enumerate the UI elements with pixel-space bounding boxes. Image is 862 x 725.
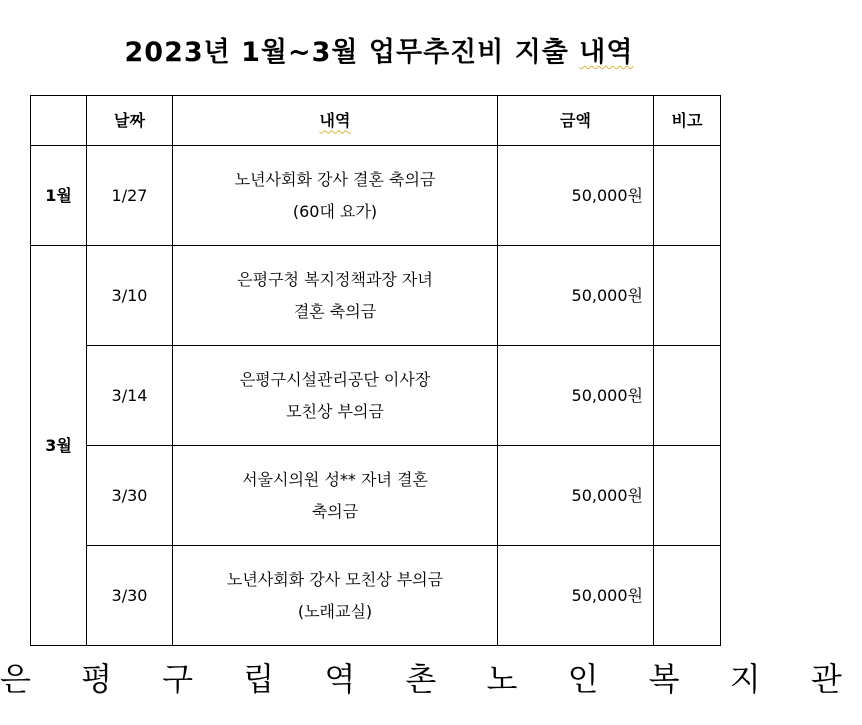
amount-cell: 50,000원 — [498, 546, 654, 646]
desc-cell — [173, 246, 498, 346]
table-row — [31, 546, 721, 646]
header-desc-label: 내역 — [319, 110, 351, 130]
desc-line-2: (노래교실) — [297, 601, 373, 621]
header-note: 비고 — [654, 96, 721, 146]
amount-cell: 50,000원 — [498, 146, 654, 246]
desc-cell — [173, 446, 498, 546]
table-header-row — [31, 96, 721, 146]
desc-line-2: 모친상 부의금 — [286, 401, 384, 421]
desc-line-1: 노년사회화 강사 모친상 부의금 — [226, 569, 444, 589]
desc-line-1: 은평구청 복지정책과장 자녀 — [237, 269, 433, 289]
note-cell — [654, 546, 721, 646]
amount-cell: 50,000원 — [498, 346, 654, 446]
amount-cell: 50,000원 — [498, 246, 654, 346]
table-row — [31, 446, 721, 546]
date-cell: 1/27 — [87, 146, 173, 246]
month-cell-jan: 1월 — [31, 146, 87, 246]
desc-line-2: 결혼 축의금 — [293, 301, 377, 321]
header-desc — [173, 96, 498, 146]
desc-line-1: 노년사회화 강사 결혼 축의금 — [234, 169, 436, 189]
desc-cell — [173, 346, 498, 446]
note-cell — [654, 346, 721, 446]
desc-cell — [173, 546, 498, 646]
note-cell — [654, 146, 721, 246]
note-cell — [654, 246, 721, 346]
desc-line-1: 서울시의원 성** 자녀 결혼 — [242, 469, 428, 489]
month-cell-mar: 3월 — [31, 246, 87, 646]
expense-table — [30, 95, 721, 646]
page-title-main: 2023년 1월~3월 업무추진비 지출 — [124, 37, 569, 68]
header-date: 날짜 — [87, 96, 173, 146]
page-title — [0, 30, 758, 69]
date-cell: 3/10 — [87, 246, 173, 346]
date-cell: 3/30 — [87, 446, 173, 546]
table-row — [31, 146, 721, 246]
desc-line-2: 축의금 — [311, 501, 359, 521]
date-cell: 3/30 — [87, 546, 173, 646]
header-month — [31, 96, 87, 146]
header-amount: 금액 — [498, 96, 654, 146]
organization-name: 은 평 구 립 역 촌 노 인 복 지 관 — [0, 660, 862, 698]
date-cell: 3/14 — [87, 346, 173, 446]
desc-cell — [173, 146, 498, 246]
desc-line-2: (60대 요가) — [292, 201, 378, 221]
note-cell — [654, 446, 721, 546]
table-row — [31, 346, 721, 446]
desc-line-1: 은평구시설관리공단 이사장 — [239, 369, 431, 389]
page-title-underlined: 내역 — [579, 37, 634, 68]
table-row — [31, 246, 721, 346]
amount-cell: 50,000원 — [498, 446, 654, 546]
